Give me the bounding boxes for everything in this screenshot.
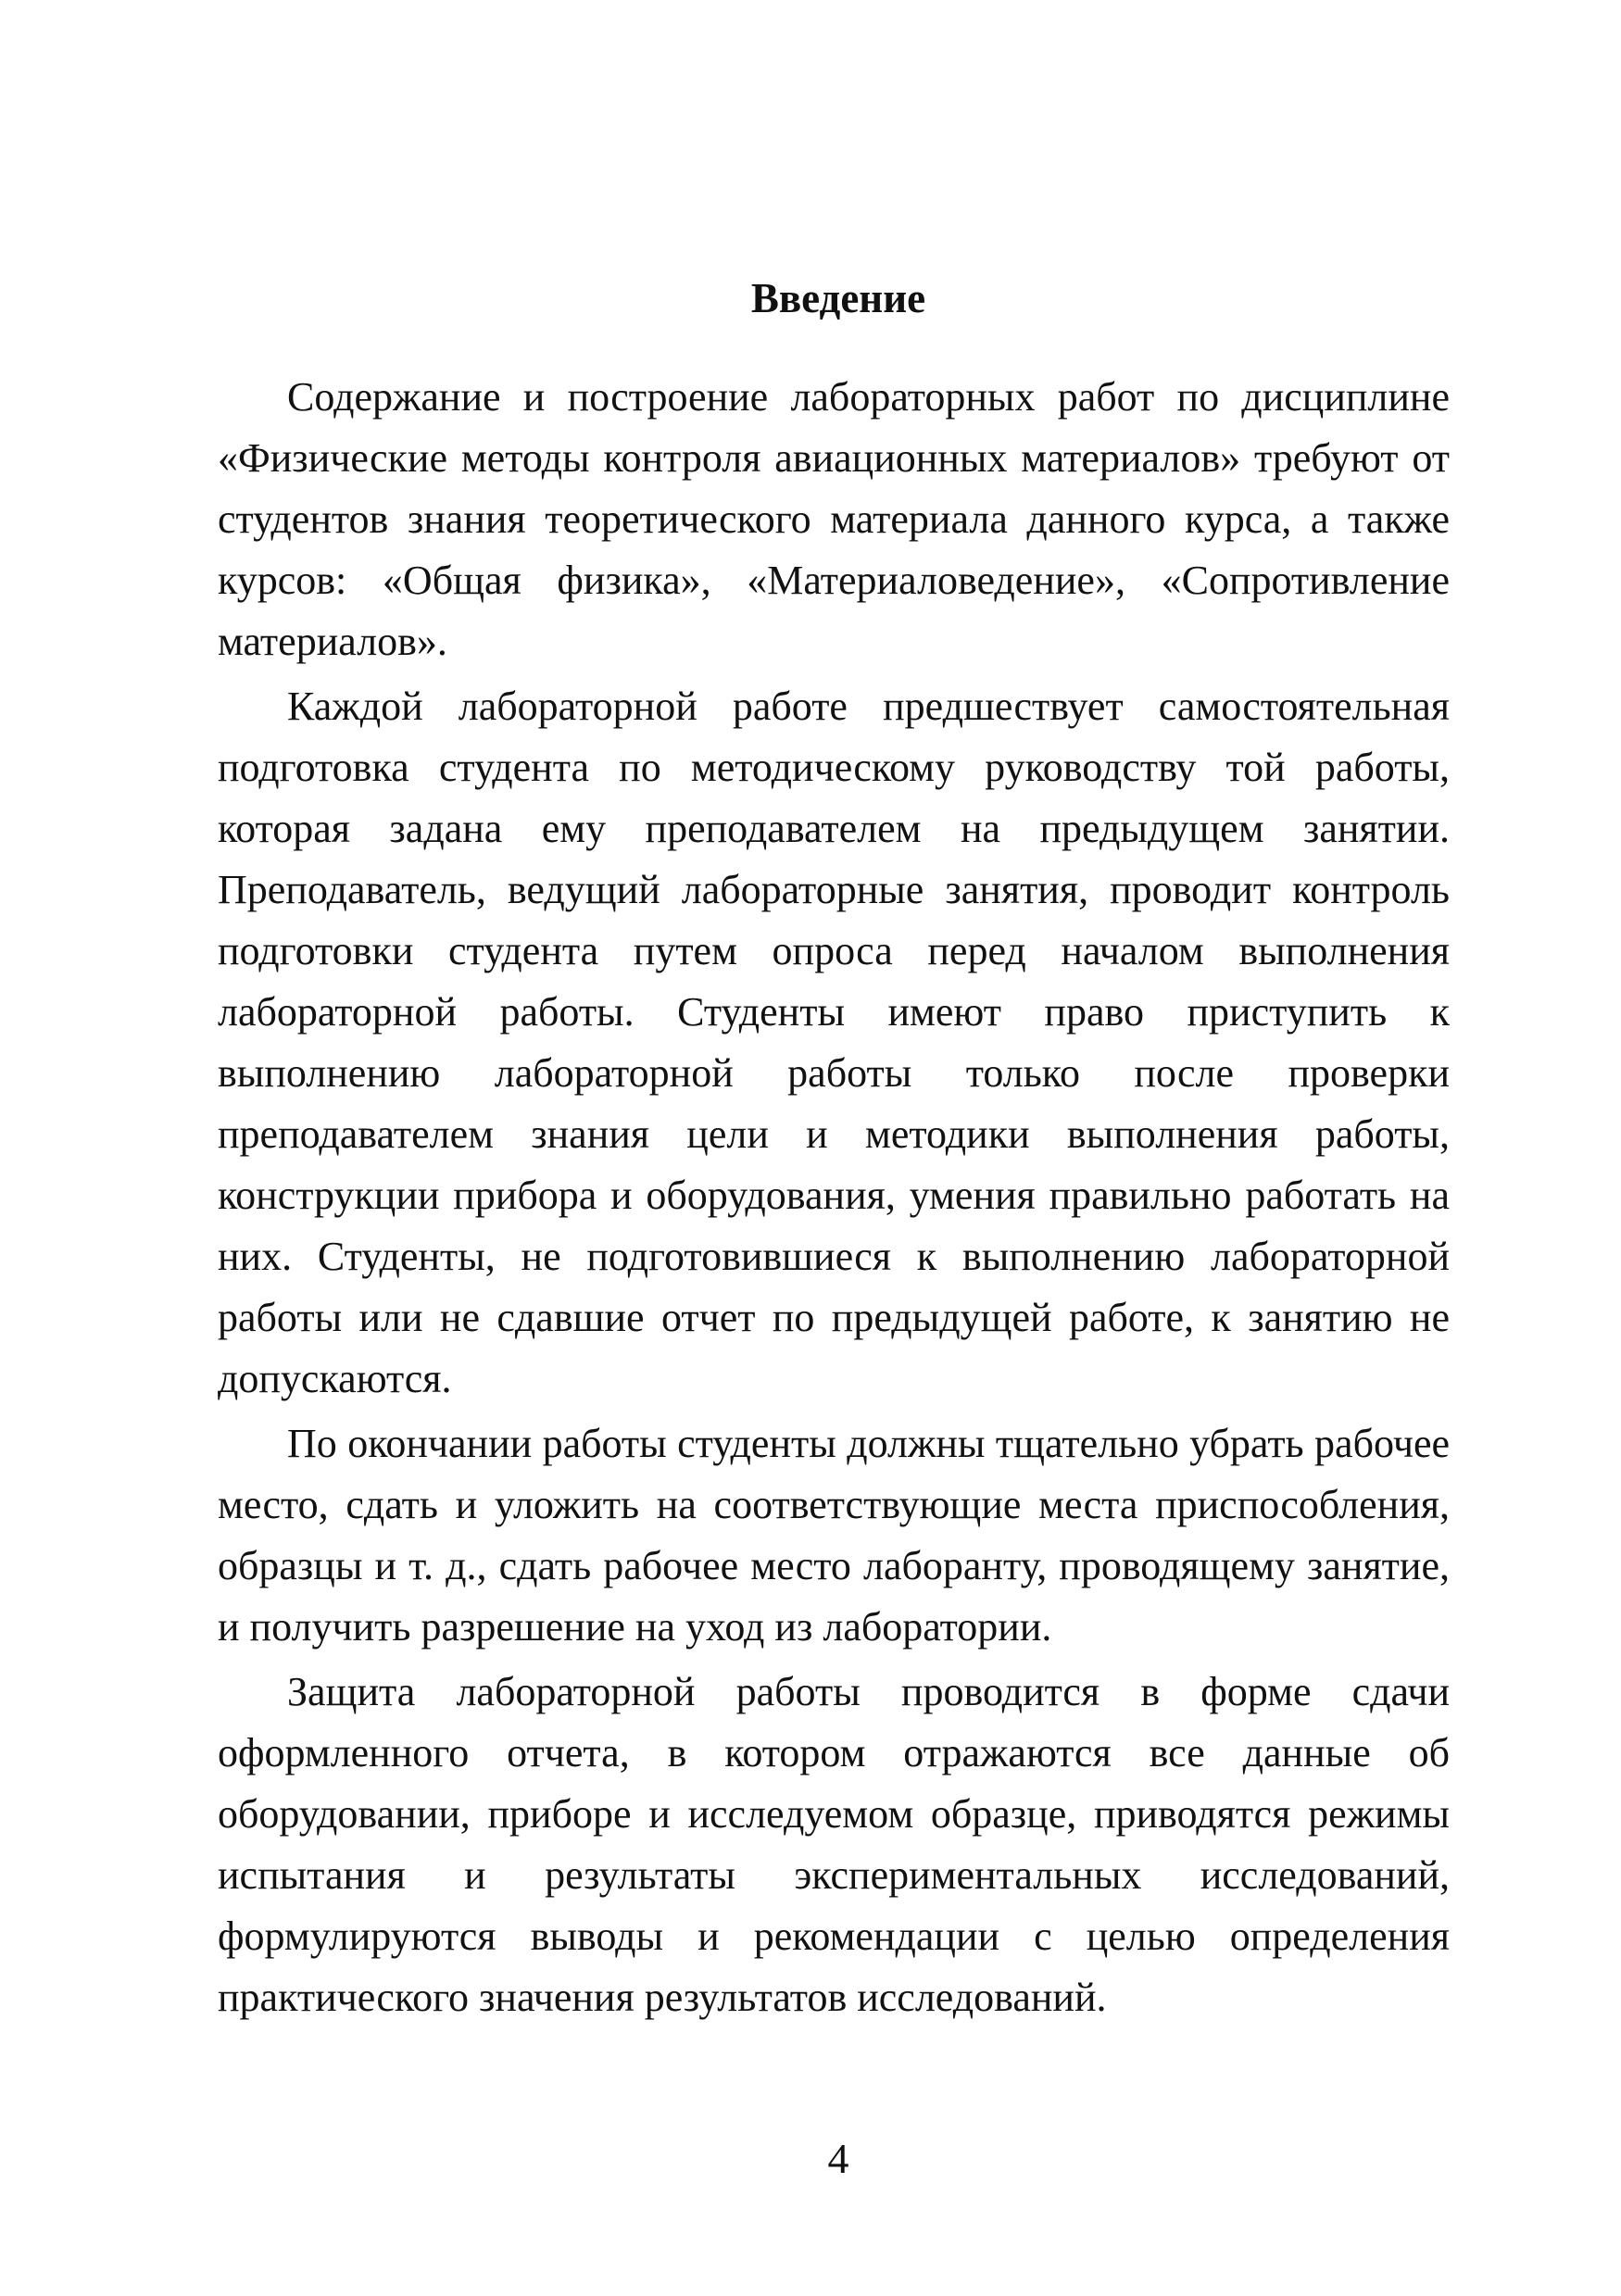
paragraph: По окончании работы студенты должны тщательно убрать рабочее место, сдать и уложить на соответствующие места приспособления, образцы и т. д., сдать рабочее место лаборанту, проводящему занятие, и получить разрешение на уход из лаборатории. [218, 1421, 1450, 1650]
paragraph: Защита лабораторной работы проводится в форме сдачи оформленного отчета, в котором отражаются все данные об оборудовании, приборе и исследуемом образце, приводятся режимы испытания и результаты экспериментальных исследований, формулируются выводы и рекомендации с целью определения практического значения результатов исследований. [218, 1669, 1450, 2020]
paragraph: Каждой лабораторной работе предшествует самостоятельная подготовка студента по методическому руководству той работы, которая задана ему преподавателем на предыдущем занятии. Преподаватель, ведущий лабораторные занятия, проводит контроль подготовки студента путем опроса перед началом выполнения лабораторной работы. Студенты имеют право приступить к выполнению лабораторной работы только после проверки преподавателем знания цели и методики выполнения работы, конструкции прибора и оборудования, умения правильно работать на них. Студенты, не подготовившиеся к выполнению лабораторной работы или не сдавшие отчет по предыдущей работе, к занятию не допускаются. [218, 684, 1450, 1401]
paragraph: Содержание и построение лабораторных работ по дисциплине «Физические методы контроля авиационных материалов» требуют от студентов знания теоретического материала данного курса, а также курсов: «Общая физика», «Материаловедение», «Сопротивление материалов». [218, 374, 1450, 664]
page-number: 4 [827, 2135, 849, 2182]
body-text [218, 367, 1450, 2032]
section-title: Введение [750, 275, 926, 321]
